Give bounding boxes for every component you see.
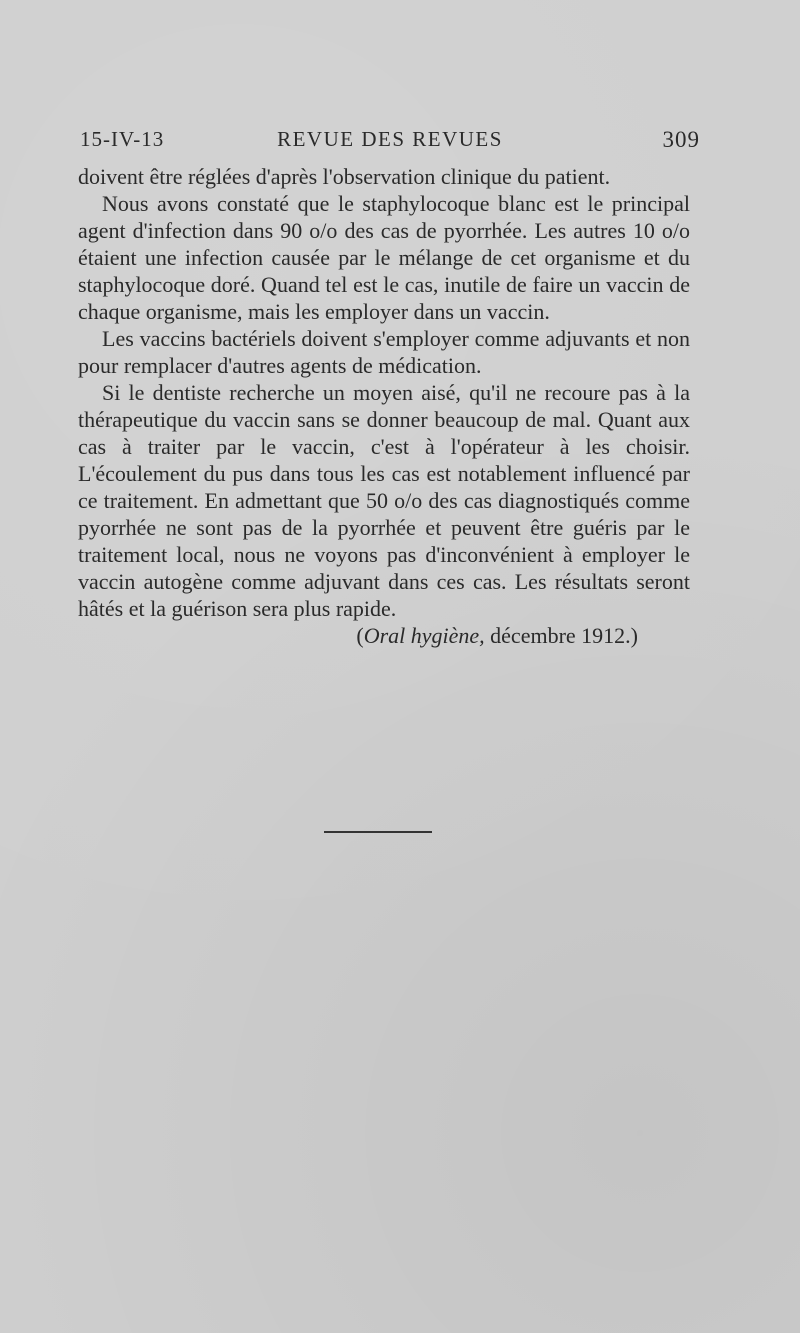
paragraph-continued: doivent être réglées d'après l'observation clinique du patient. (78, 164, 611, 189)
paragraph: Si le dentiste recherche un moyen aisé, qu'il ne recoure pas à la thérapeutique du vaccin sans se donner beaucoup de mal. Quant aux cas à traiter par le vaccin, c'est à l'opérateur à les choisir. L'écoulement du pus dans tous les cas est notablement influencé par ce traitement. En admettant que 50 o/o des cas diagnostiqués comme pyorrhée ne sont pas de la pyorrhée et peuvent être guéris par le traitement local, nous ne voyons pas d'inconvénient à employer le vaccin autogène comme adjuvant dans ces cas. Les résultats seront hâtés et la guérison sera plus rapide. (78, 380, 690, 621)
journal-section-title: REVUE DES REVUES (277, 127, 503, 151)
source-citation (78, 622, 690, 649)
paragraph: Les vaccins bactériels doivent s'employer comme adjuvants et non pour remplacer d'autres agents de médication. (78, 326, 690, 378)
running-header (80, 127, 700, 157)
paragraph: Nous avons constaté que le staphylocoque blanc est le principal agent d'infection dans 90 o/o des cas de pyorrhée. Les autres 10 o/o étaient une infection causée par le mélange de cet organisme et du staphylocoque doré. Quand tel est le cas, inutile de faire un vaccin de chaque organisme, mais les employer dans un vaccin. (78, 191, 690, 324)
section-divider (324, 831, 432, 833)
citation-date: décembre 1912.) (484, 623, 638, 648)
issue-date: 15-IV-13 (80, 127, 165, 151)
page-number: 309 (662, 127, 700, 152)
citation-journal: Oral hygiène, (363, 623, 485, 648)
article-body (78, 163, 690, 649)
citation-open: ( (356, 623, 364, 648)
